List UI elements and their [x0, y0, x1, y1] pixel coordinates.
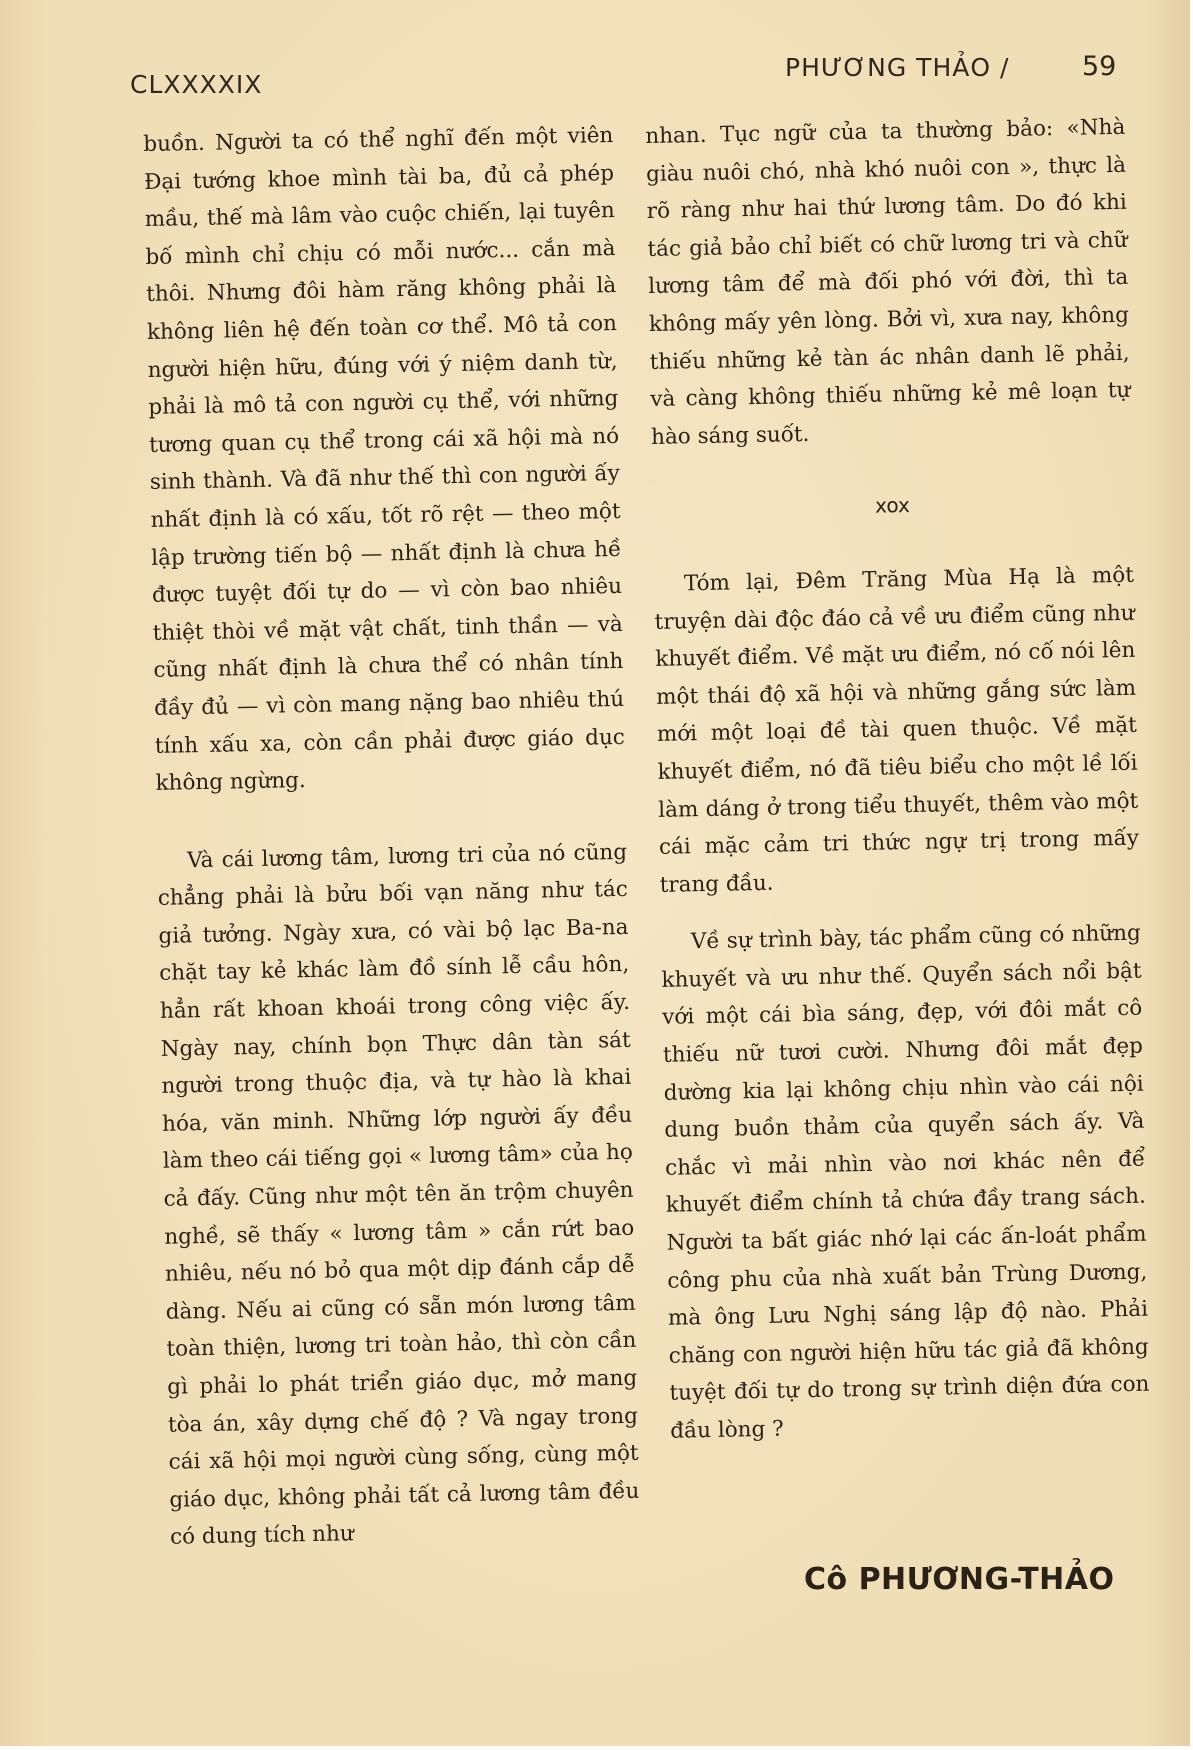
- running-header-right: PHƯƠNG THẢO /: [785, 53, 1010, 82]
- author-signature: Cô PHƯƠNG-THẢO: [804, 1562, 1115, 1597]
- page-number: 59: [1082, 51, 1117, 82]
- right-column: [645, 109, 1150, 1451]
- right-paragraph-2: Tóm lại, Đêm Trăng Mùa Hạ là một truyện dài độc đáo cả về ưu điểm cũng như khuyết điểm. Về mặt ưu điểm, nó cố nói lên một thái độ xã hội và những gắng sức làm mới một loại đề tài quen thuộc. Về mặt khuyết điểm, nó đã tiêu biểu cho một lề lối làm dáng ở trong tiểu thuyết, thêm vào một cái mặc cảm tri thức ngự trị trong mấy trang đầu.: [654, 562, 1140, 898]
- left-paragraph-1: buồn. Người ta có thể nghĩ đến một viên Đại tướng khoe mình tài ba, đủ cả phép mầu, thế mà lâm vào cuộc chiến, lại tuyên bố mình chỉ chịu có mỗi nước... cắn mà thôi. Nhưng đôi hàm răng không phải là không liên hệ đến toàn cơ thể. Mô tả con người hiện hữu, đúng với ý niệm danh từ, phải là mô tả con người cụ thể, với những tương quan cụ thể trong cái xã hội mà nó sinh thành. Và đã như thế thì con người ấy nhất định là có xấu, tốt rõ rệt — theo một lập trường tiến bộ — nhất định là chưa hề được tuyệt đối tự do — vì còn bao nhiêu thiệt thòi về mặt vật chất, tinh thần — và cũng nhất định là chưa thể có nhân tính đầy đủ — vì còn mang nặng bao nhiêu thú tính xấu xa, còn cần phải được giáo dục không ngừng.: [143, 122, 626, 796]
- scan-border: [0, 1746, 1193, 1750]
- running-header-left: CLXXXXIX: [130, 70, 263, 99]
- section-divider: xox: [874, 493, 911, 518]
- right-paragraph-1: nhan. Tục ngữ của ta thường bảo: «Nhà giàu nuôi chó, nhà khó nuôi con », thực là rõ ràng như hai thứ lương tâm. Do đó khi tác giả bảo chỉ biết có chữ lương tri và chữ lương tâm để mà đối phó với đời, thì ta không mấy yên lòng. Bởi vì, xưa nay, không thiếu những kẻ tàn ác nhân danh lẽ phải, và càng không thiếu những kẻ mê loạn tự hào sáng suốt.: [645, 114, 1131, 450]
- right-paragraph-3: Về sự trình bày, tác phẩm cũng có những khuyết và ưu như thế. Quyển sách nổi bật với một cái bìa sáng, đẹp, với đôi mắt cô thiếu nữ tươi cười. Nhưng đôi mắt đẹp dường kia lại không chịu nhìn vào cái nội dung buồn thảm của quyển sách ấy. Và chắc vì mải nhìn vào nơi khác nên để khuyết điểm chính tả chứa đầy trang sách. Người ta bất giác nhớ lại các ấn-loát phẩm công phu của nhà xuất bản Trùng Dương, mà ông Lưu Nghị sáng lập độ nào. Phải chăng con người hiện hữu tác giả đã không tuyệt đối tự do trong sự trình diện đứa con đầu lòng ?: [661, 920, 1150, 1444]
- left-paragraph-2: Và cái lương tâm, lương tri của nó cũng chẳng phải là bửu bối vạn năng như tác giả tưởng. Ngày xưa, có vài bộ lạc Ba-na chặt tay kẻ khác làm đồ sính lễ cầu hôn, hẳn rất khoan khoái trong công việc ấy. Ngày nay, chính bọn Thực dân tàn sát người trong thuộc địa, và tự hào là khai hóa, văn minh. Những lớp người ấy đều làm theo cái tiếng gọi « lương tâm» của họ cả đấy. Cũng như một tên ăn trộm chuyên nghề, sẽ thấy « lương tâm » cắn rứt bao nhiêu, nếu nó bỏ qua một dịp đánh cắp dễ dàng. Nếu ai cũng có sẵn món lương tâm toàn thiện, lương tri toàn hảo, thì còn cần gì phải lo phát triển giáo dục, mở mang tòa án, xây dựng chế độ ? Và ngay trong cái xã hội mọi người cùng sống, cùng một giáo dục, không phải tất cả lương tâm đều có dung tích như: [157, 839, 640, 1551]
- left-column: [143, 117, 640, 1557]
